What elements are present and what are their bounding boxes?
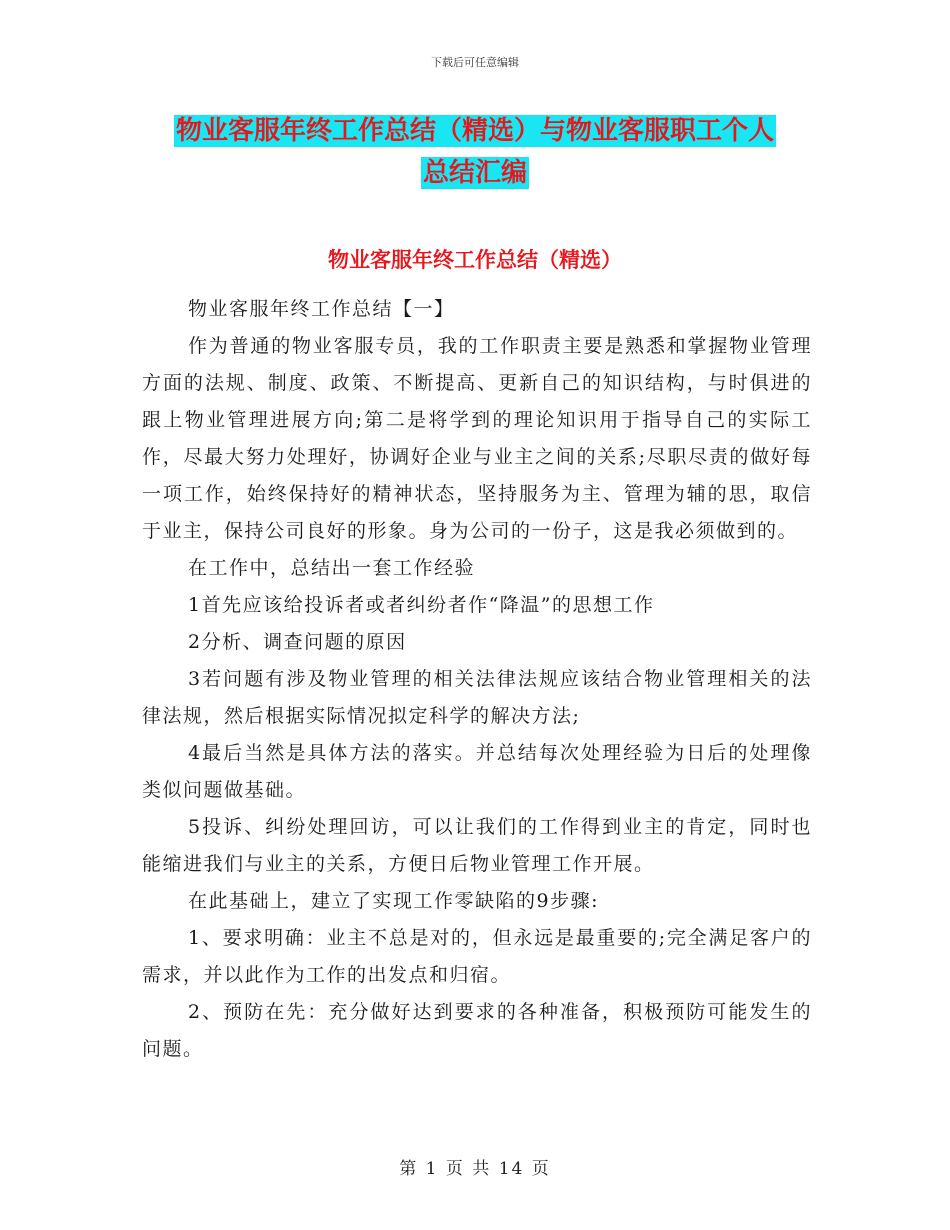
paragraph: 在工作中，总结出一套工作经验 — [188, 557, 476, 579]
paragraph: 1首先应该给投诉者或者纠纷者作“降温”的思想工作 — [188, 594, 655, 616]
document-title — [140, 110, 810, 194]
paragraph: 2分析、调查问题的原因 — [188, 631, 407, 653]
title-line-2: 总结汇编 — [422, 158, 527, 188]
page-number-footer: 第 1 页 共 14 页 — [399, 1159, 551, 1179]
document-body — [142, 291, 812, 1068]
paragraph: 4最后当然是具体方法的落实。并总结每次处理经验为日后的处理像类似问题做基础。 — [142, 742, 812, 801]
paragraph: 2、预防在先：充分做好达到要求的各种准备，积极预防可能发生的问题。 — [142, 1001, 812, 1060]
title-line-1: 物业客服年终工作总结（精选）与物业客服职工个人 — [175, 116, 774, 146]
section-title: 物业客服年终工作总结（精选） — [328, 248, 622, 272]
header-note: 下载后可任意编辑 — [431, 56, 519, 69]
paragraph: 作为普通的物业客服专员，我的工作职责主要是熟悉和掌握物业管理方面的法规、制度、政策、不断提高、更新自己的知识结构，与时俱进的跟上物业管理进展方向;第二是将学到的理论知识用于指导自己的实际工作，尽最大努力处理好，协调好企业与业主之间的关系;尽职尽责的做好每一项工作，始终保持好的精神状态，坚持服务为主、管理为辅的思，取信于业主，保持公司良好的形象。身为公司的一份子，这是我必须做到的。 — [142, 335, 812, 542]
paragraph: 1、要求明确：业主不总是对的，但永远是最重要的;完全满足客户的需求，并以此作为工作的出发点和归宿。 — [142, 927, 812, 986]
paragraph: 在此基础上，建立了实现工作零缺陷的9步骤: — [188, 890, 599, 912]
paragraph: 5投诉、纠纷处理回访，可以让我们的工作得到业主的肯定，同时也能缩进我们与业主的关系，方便日后物业管理工作开展。 — [142, 816, 812, 875]
paragraph: 3若问题有涉及物业管理的相关法律法规应该结合物业管理相关的法律法规，然后根据实际情况拟定科学的解决方法; — [142, 668, 812, 727]
paragraph: 物业客服年终工作总结【一】 — [188, 298, 455, 320]
